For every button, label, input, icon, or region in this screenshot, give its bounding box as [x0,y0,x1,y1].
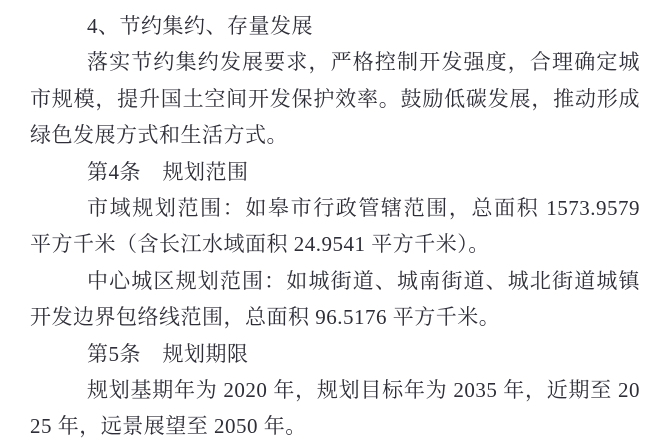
body-paragraph-central-urban-scope: 中心城区规划范围：如城街道、城南街道、城北街道城镇开发边界包络线范围，总面积 96.5176 平方千米。 [30,268,640,330]
body-paragraph: 落实节约集约发展要求，严格控制开发强度，合理确定城市规模，提升国土空间开发保护效率。鼓励低碳发展，推动形成绿色发展方式和生活方式。 [30,50,640,148]
body-paragraph-plan-period: 规划基期年为 2020 年，规划目标年为 2035 年，近期至 2025 年，远景展望至 2050 年。 [30,378,640,439]
body-paragraph-municipal-scope: 市域规划范围：如皋市行政管辖范围，总面积 1573.9579 平方千米（含长江水域面积 24.9541 平方千米）。 [30,196,640,257]
article-5-heading: 第5条 规划期限 [87,341,249,366]
numbered-item-heading: 4、节约集约、存量发展 [87,14,313,38]
article-4-heading: 第4条 规划范围 [87,159,249,184]
